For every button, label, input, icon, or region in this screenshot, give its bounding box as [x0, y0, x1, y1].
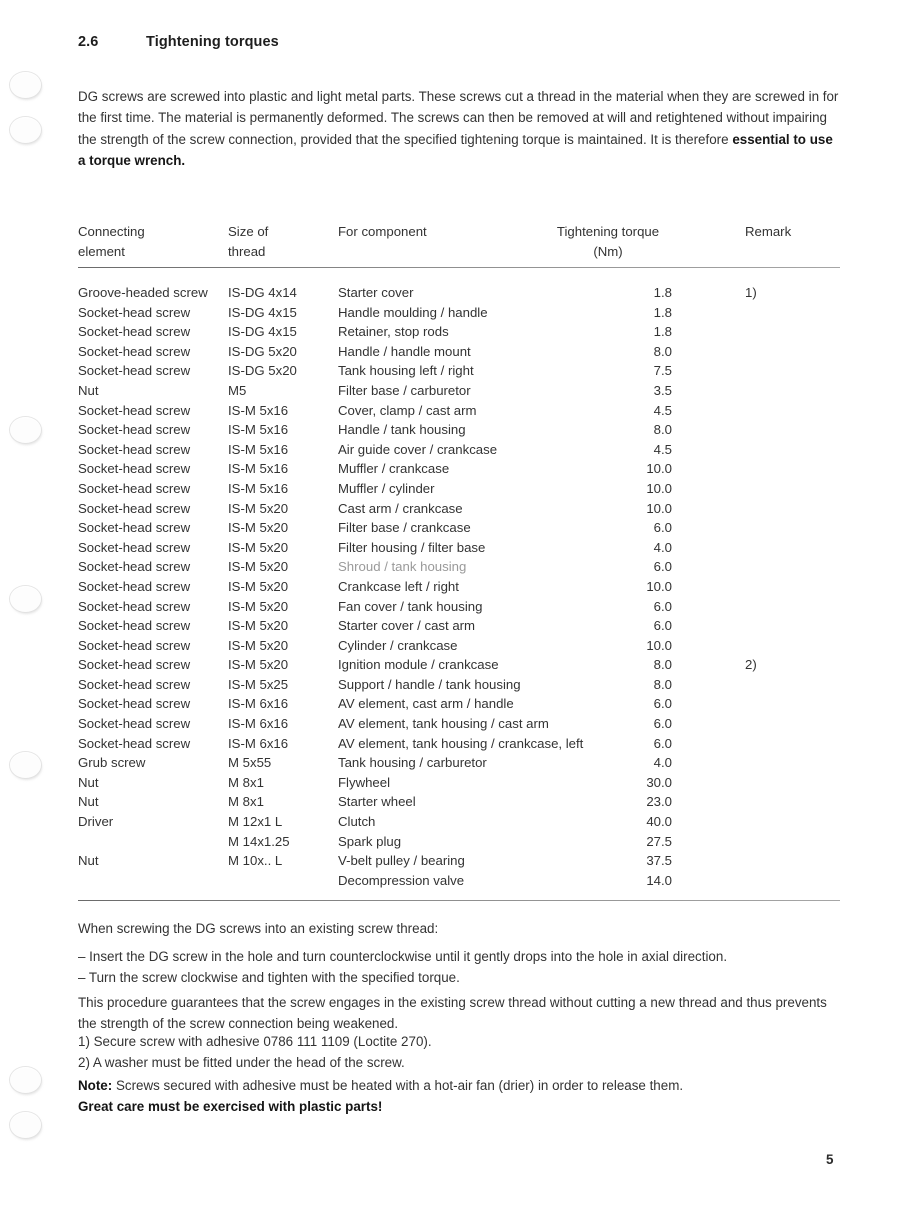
cell-torque: 4.0	[653, 539, 672, 555]
cell-element: Socket-head screw	[78, 598, 191, 614]
cell-thread: IS-M 5x16	[228, 402, 289, 418]
cell-torque: 4.5	[653, 402, 672, 418]
column-header-for-component: For component	[338, 224, 427, 239]
cell-thread: IS-M 5x16	[228, 480, 289, 496]
table-row	[78, 322, 840, 342]
cell-thread: IS-M 5x20	[228, 637, 289, 653]
table-row	[78, 361, 840, 381]
table-body	[78, 283, 840, 890]
cell-component: Retainer, stop rods	[338, 324, 449, 340]
cell-torque: 6.0	[653, 735, 672, 751]
table-row	[78, 499, 840, 519]
table-row	[78, 283, 840, 303]
cell-component: Tank housing left / right	[338, 363, 474, 379]
cell-remark: 2)	[745, 657, 757, 673]
cell-thread: IS-DG 4x15	[228, 324, 297, 340]
table-row	[78, 812, 840, 832]
cell-thread: M 10x.. L	[228, 853, 283, 869]
cell-element: Socket-head screw	[78, 716, 191, 732]
cell-component: Filter base / crankcase	[338, 520, 471, 536]
cell-thread: IS-M 5x25	[228, 676, 289, 692]
cell-element: Socket-head screw	[78, 657, 191, 673]
cell-torque: 10.0	[646, 500, 672, 516]
cell-torque: 8.0	[653, 676, 672, 692]
table-row	[78, 714, 840, 734]
table-row	[78, 557, 840, 577]
table-row	[78, 675, 840, 695]
cell-element: Socket-head screw	[78, 304, 191, 320]
cell-component: Fan cover / tank housing	[338, 598, 483, 614]
cell-element: Socket-head screw	[78, 696, 191, 712]
binder-hole-icon	[10, 752, 41, 778]
cell-element: Socket-head screw	[78, 363, 191, 379]
cell-element: Socket-head screw	[78, 441, 191, 457]
column-header-connecting-element: Connecting element	[78, 224, 145, 259]
cell-thread: IS-DG 5x20	[228, 363, 297, 379]
cell-torque: 6.0	[653, 598, 672, 614]
cell-thread: IS-M 5x20	[228, 520, 289, 536]
table-row	[78, 440, 840, 460]
section-heading	[78, 34, 279, 50]
table-row	[78, 773, 840, 793]
cell-component: V-belt pulley / bearing	[338, 853, 465, 869]
cell-torque: 14.0	[646, 872, 672, 888]
binder-hole-icon	[10, 72, 41, 98]
cell-thread: M 12x1 L	[228, 814, 283, 830]
table-row	[78, 342, 840, 362]
notes-paragraph: This procedure guarantees that the screw engages in the existing screw thread without cutting a new thread and thus prevents the strength of the screw connection being weakened.	[78, 995, 827, 1031]
cell-component: Air guide cover / crankcase	[338, 441, 498, 457]
cell-torque: 10.0	[646, 578, 672, 594]
cell-component: Ignition module / crankcase	[338, 657, 499, 673]
table-row	[78, 694, 840, 714]
cell-torque: 10.0	[646, 461, 672, 477]
table-row	[78, 832, 840, 852]
binder-hole-icon	[10, 1067, 41, 1093]
cell-component: Crankcase left / right	[338, 578, 459, 594]
cell-element: Socket-head screw	[78, 480, 191, 496]
cell-component: Cylinder / crankcase	[338, 637, 458, 653]
table-row	[78, 753, 840, 773]
torque-table	[78, 222, 840, 267]
cell-torque: 10.0	[646, 637, 672, 653]
cell-component: Filter base / carburetor	[338, 382, 471, 398]
cell-thread: IS-M 6x16	[228, 696, 289, 712]
cell-thread: IS-M 5x16	[228, 422, 289, 438]
cell-element: Socket-head screw	[78, 343, 191, 359]
note-text: Screws secured with adhesive must be heated with a hot-air fan (drier) in order to release them.	[112, 1078, 684, 1093]
table-row	[78, 538, 840, 558]
cell-component: Spark plug	[338, 833, 402, 849]
note-label: Note:	[78, 1078, 113, 1093]
intro-paragraph	[78, 86, 842, 171]
cell-thread: IS-M 5x20	[228, 657, 289, 673]
cell-thread: IS-DG 4x14	[228, 285, 297, 300]
cell-torque: 27.5	[646, 833, 672, 849]
table-row	[78, 655, 840, 675]
notes-reference-list	[78, 1031, 850, 1073]
cell-component: Muffler / crankcase	[338, 461, 450, 477]
table-row	[78, 459, 840, 479]
cell-element: Nut	[78, 853, 99, 869]
table-row	[78, 871, 840, 891]
cell-element: Socket-head screw	[78, 676, 191, 692]
note-step: – Insert the DG screw in the hole and turn counterclockwise until it gently drops into the hole in axial direction.	[78, 949, 728, 964]
cell-torque: 6.0	[653, 716, 672, 732]
binder-hole-icon	[10, 117, 41, 143]
table-row	[78, 597, 840, 617]
table-row	[78, 518, 840, 538]
cell-torque: 23.0	[646, 794, 672, 810]
table-row	[78, 577, 840, 597]
cell-torque: 1.8	[653, 324, 672, 340]
cell-thread: IS-M 6x16	[228, 735, 289, 751]
cell-component: Filter housing / filter base	[338, 539, 486, 555]
table-header-row	[78, 222, 840, 267]
cell-element: Grub screw	[78, 755, 146, 771]
cell-torque: 8.0	[653, 422, 672, 438]
cell-torque: 6.0	[653, 520, 672, 536]
cell-thread: IS-DG 5x20	[228, 343, 297, 359]
cell-element: Socket-head screw	[78, 637, 191, 653]
cell-torque: 1.8	[653, 285, 672, 300]
notes-warning-block	[78, 1075, 850, 1117]
cell-torque: 40.0	[646, 814, 672, 830]
section-title: Tightening torques	[146, 34, 279, 50]
cell-component: Muffler / cylinder	[338, 480, 435, 496]
cell-torque: 6.0	[653, 696, 672, 712]
cell-torque: 10.0	[646, 480, 672, 496]
cell-element: Nut	[78, 794, 99, 810]
note-step: – Turn the screw clockwise and tighten with the specified torque.	[78, 970, 460, 985]
cell-element: Nut	[78, 382, 99, 398]
intro-text: DG screws are screwed into plastic and light metal parts. These screws cut a thread in the material when they are screwed in for the first time. The material is permanently deformed. The screws can then be removed at will and retightened without impairing the strength of the screw connection, provided that the specified tightening torque is maintained. It is therefore	[78, 89, 839, 147]
section-number: 2.6	[78, 34, 99, 50]
cell-torque: 8.0	[653, 343, 672, 359]
cell-component: AV element, tank housing / cast arm	[338, 716, 549, 732]
table-bottom-divider	[78, 900, 840, 901]
note-reference: 1) Secure screw with adhesive 0786 111 1109 (Loctite 270).	[78, 1034, 432, 1049]
cell-element: Socket-head screw	[78, 500, 191, 516]
note-reference: 2) A washer must be fitted under the head of the screw.	[78, 1055, 405, 1070]
binder-hole-icon	[10, 586, 41, 612]
page-number: 5	[826, 1152, 834, 1167]
cell-element: Socket-head screw	[78, 618, 191, 634]
cell-element: Driver	[78, 814, 114, 830]
cell-thread: M5	[228, 382, 247, 398]
cell-element: Socket-head screw	[78, 461, 191, 477]
cell-element: Nut	[78, 774, 99, 790]
cell-component: Support / handle / tank housing	[338, 676, 521, 692]
cell-torque: 1.8	[653, 304, 672, 320]
table-row	[78, 303, 840, 323]
notes-intro-line: When screwing the DG screws into an existing screw thread:	[78, 921, 439, 936]
table-header-divider	[78, 267, 840, 268]
cell-component: Starter cover / cast arm	[338, 618, 476, 634]
table-row	[78, 616, 840, 636]
cell-torque: 6.0	[653, 559, 672, 575]
cell-thread: IS-M 5x20	[228, 598, 289, 614]
cell-component: AV element, tank housing / crankcase, left	[338, 735, 584, 751]
cell-torque: 3.5	[653, 382, 672, 398]
cell-thread: IS-DG 4x15	[228, 304, 297, 320]
notes-step-list	[78, 946, 850, 988]
cell-element: Socket-head screw	[78, 578, 191, 594]
cell-component: Decompression valve	[338, 872, 465, 888]
cell-thread: M 14x1.25	[228, 833, 290, 849]
cell-torque: 8.0	[653, 657, 672, 673]
table-row	[78, 792, 840, 812]
cell-element: Groove-headed screw	[78, 285, 208, 300]
cell-remark: 1)	[745, 285, 757, 300]
cell-component: Cast arm / crankcase	[338, 500, 463, 516]
cell-component: Handle moulding / handle	[338, 304, 488, 320]
cell-component: Handle / handle mount	[338, 343, 471, 359]
cell-element: Socket-head screw	[78, 402, 191, 418]
table-row	[78, 401, 840, 421]
cell-thread: IS-M 6x16	[228, 716, 289, 732]
cell-torque: 37.5	[646, 853, 672, 869]
cell-component: AV element, cast arm / handle	[338, 696, 514, 712]
cell-element: Socket-head screw	[78, 735, 191, 751]
table-row	[78, 636, 840, 656]
note-emphasis: Great care must be exercised with plastic parts!	[78, 1099, 383, 1114]
cell-torque: 30.0	[646, 774, 672, 790]
cell-element: Socket-head screw	[78, 422, 191, 438]
cell-thread: M 8x1	[228, 794, 264, 810]
cell-element: Socket-head screw	[78, 520, 191, 536]
cell-torque: 7.5	[653, 363, 672, 379]
cell-component: Handle / tank housing	[338, 422, 466, 438]
cell-thread: M 8x1	[228, 774, 264, 790]
cell-component: Clutch	[338, 814, 376, 830]
cell-thread: IS-M 5x20	[228, 578, 289, 594]
intro-bold-text: essential to use a torque wrench.	[78, 131, 833, 168]
cell-thread: IS-M 5x20	[228, 618, 289, 634]
column-header-tightening-torque: Tightening torque (Nm)	[556, 224, 660, 259]
column-header-size-of-thread: Size of thread	[228, 224, 269, 259]
cell-component: Tank housing / carburetor	[338, 755, 487, 771]
cell-element: Socket-head screw	[78, 559, 191, 575]
cell-thread: M 5x55	[228, 755, 272, 771]
cell-thread: IS-M 5x16	[228, 461, 289, 477]
cell-element: Socket-head screw	[78, 324, 191, 340]
cell-element: Socket-head screw	[78, 539, 191, 555]
cell-component: Starter cover	[338, 285, 414, 300]
table-row	[78, 420, 840, 440]
binder-hole-icon	[10, 417, 41, 443]
cell-thread: IS-M 5x16	[228, 441, 289, 457]
cell-component: Starter wheel	[338, 794, 416, 810]
cell-torque: 4.5	[653, 441, 672, 457]
note-line	[78, 1075, 850, 1096]
table-row	[78, 381, 840, 401]
table-row	[78, 851, 840, 871]
table-row	[78, 734, 840, 754]
cell-component: Shroud / tank housing	[338, 559, 467, 575]
table-row	[78, 479, 840, 499]
cell-thread: IS-M 5x20	[228, 500, 289, 516]
cell-torque: 4.0	[653, 755, 672, 771]
cell-component: Cover, clamp / cast arm	[338, 402, 477, 418]
cell-thread: IS-M 5x20	[228, 539, 289, 555]
cell-thread: IS-M 5x20	[228, 559, 289, 575]
column-header-remark: Remark	[745, 224, 792, 239]
binder-hole-icon	[10, 1112, 41, 1138]
cell-torque: 6.0	[653, 618, 672, 634]
cell-component: Flywheel	[338, 774, 391, 790]
